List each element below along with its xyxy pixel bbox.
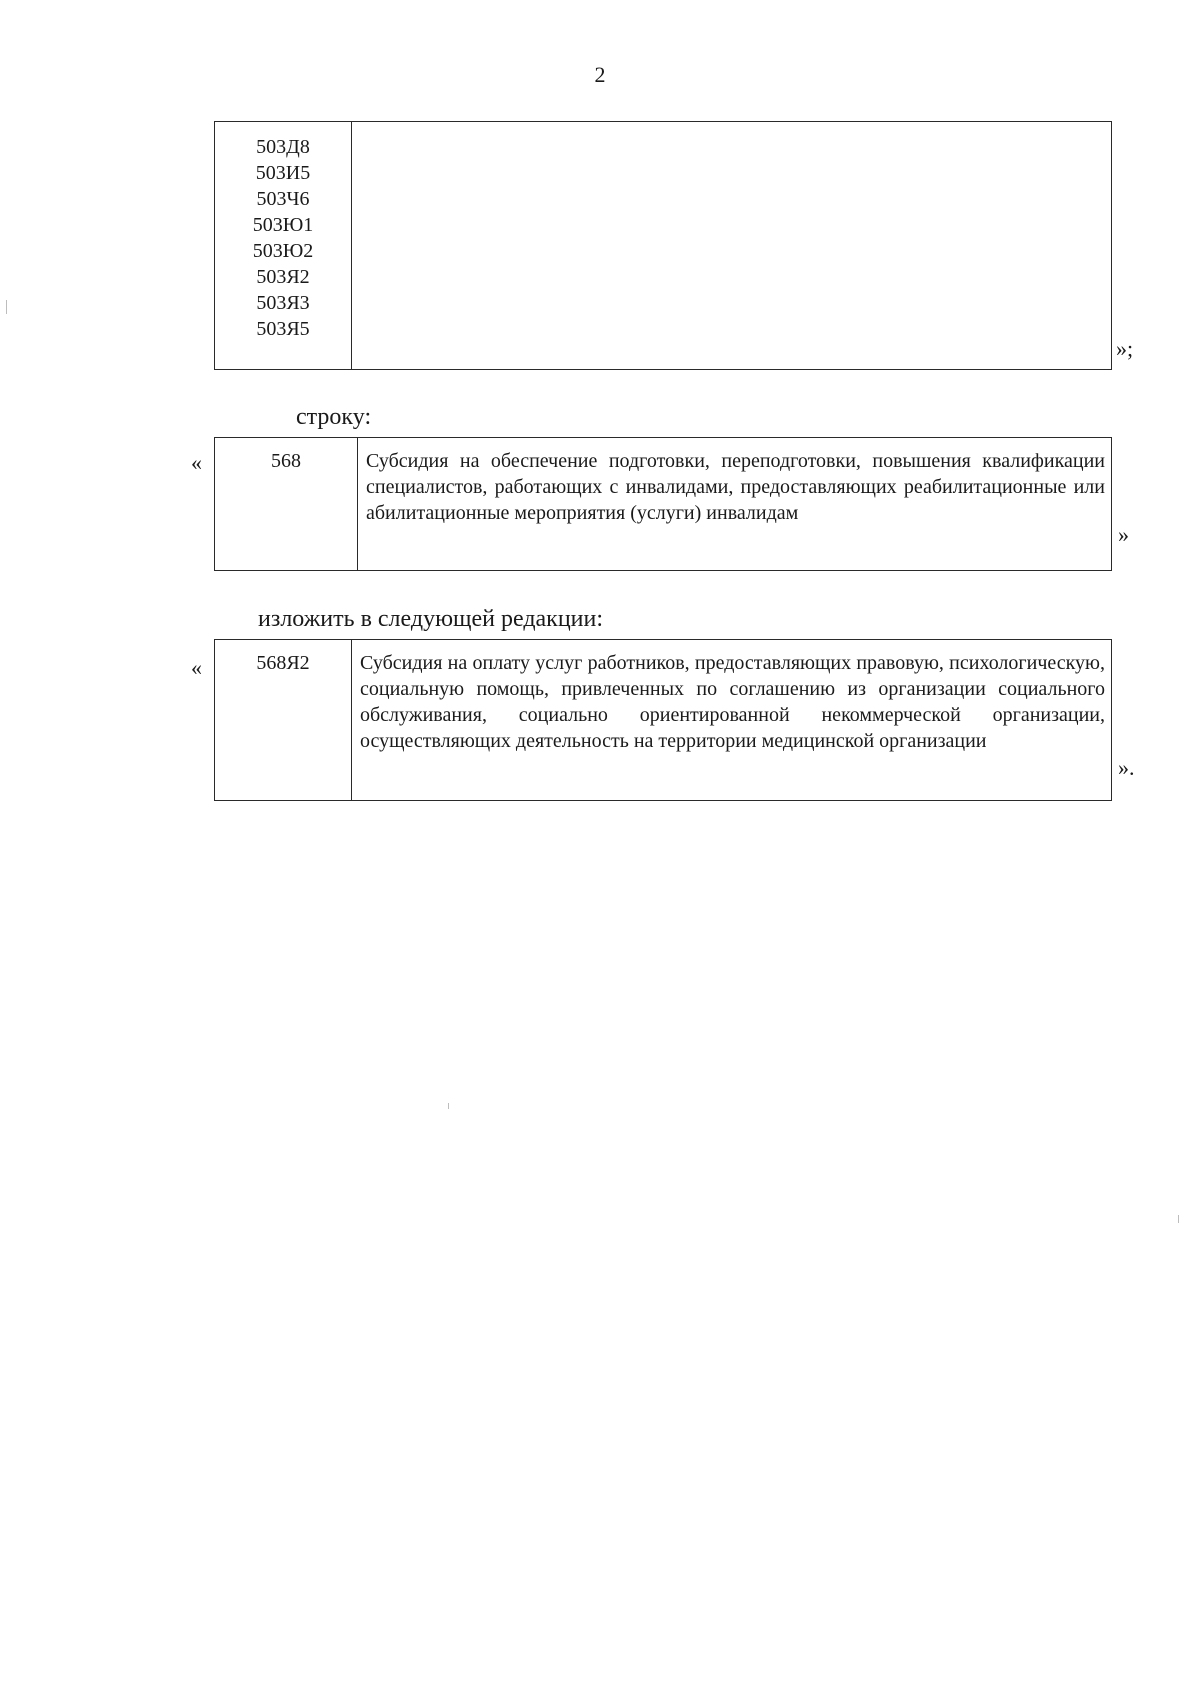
opening-quote: « [191,450,202,475]
closing-quote-semicolon: »; [1116,336,1134,361]
label-edit: изложить в следующей редакции: [258,606,604,632]
scan-speck [448,1103,449,1109]
code-item: 503Ч6 [256,188,310,210]
code-item: 503Я3 [256,292,310,314]
code-item: 503Ю2 [252,240,314,262]
closing-quote-period: ». [1118,755,1135,780]
code-item: 503Ю1 [252,214,314,236]
scan-speck [1178,1215,1179,1223]
code-item: 503Я5 [256,318,310,340]
table-row [215,438,1112,571]
code-cell: 568Я2 [215,640,352,801]
empty-description-cell [352,122,1112,370]
code-cell: 568 [215,438,358,571]
code-list-cell [215,122,352,370]
description-cell: Субсидия на обеспечение подготовки, переподготовки, повышения квалификации специалистов, работающих с инвалидами, предоставляющих реабилитационные или абилитационные мероприятия (услуги) инвалидам [358,438,1112,571]
table-row [215,640,1112,801]
codes-continuation-table [214,121,1112,370]
row-568-table [214,437,1112,571]
code-item: 503Я2 [256,266,310,288]
scan-speck [6,300,7,314]
description-cell: Субсидия на оплату услуг работников, предоставляющих правовую, психологическую, социальную помощь, привлеченных по соглашению из организации социального обслуживания, социально ориентированной некоммерческой организации, осуществляющих деятельность на территории медицинской организации [352,640,1112,801]
label-line: строку: [296,404,372,430]
row-568ya2-table [214,639,1112,801]
opening-quote: « [191,655,202,680]
page-number: 2 [594,62,606,87]
closing-quote: » [1118,522,1129,547]
code-item: 503И5 [255,162,311,184]
code-item: 503Д8 [256,136,310,158]
table-row [215,122,1112,370]
